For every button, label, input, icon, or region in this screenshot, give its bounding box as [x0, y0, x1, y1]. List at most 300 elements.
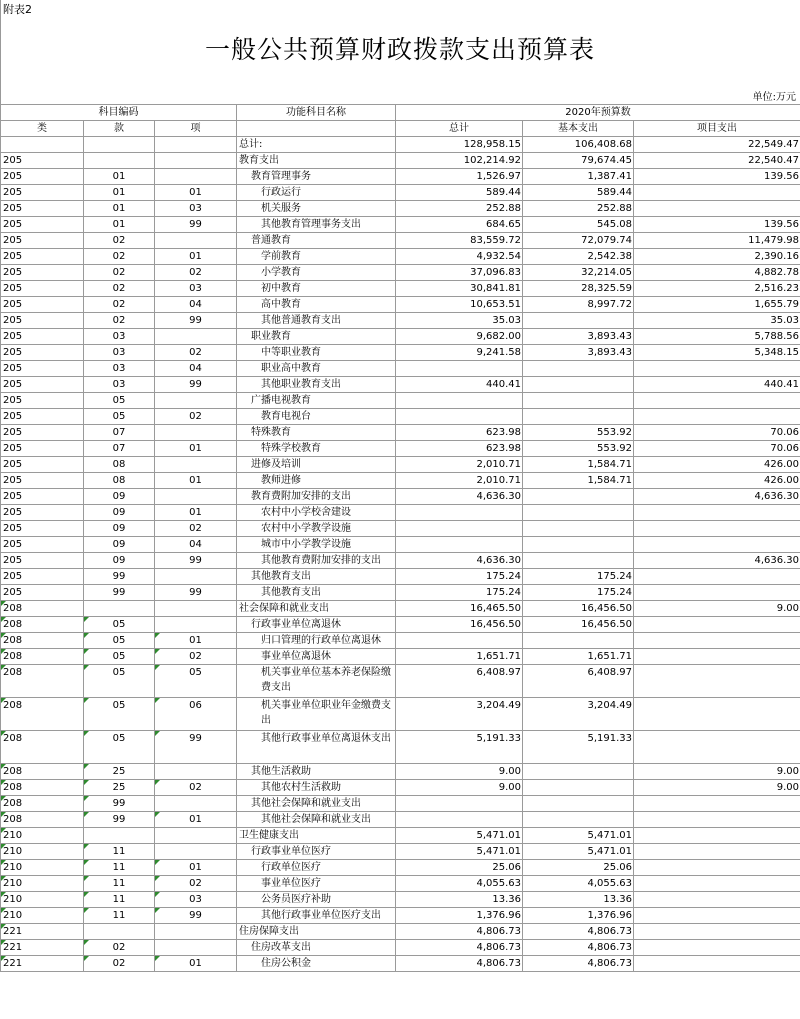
cell-xiang: 05 [155, 665, 237, 698]
cell-lei: 205 [1, 329, 84, 345]
table-row [1, 892, 800, 908]
cell-xiang [155, 393, 237, 409]
cell-basic: 2,542.38 [523, 249, 634, 265]
cell-lei: 210 [1, 860, 84, 876]
table-row [1, 812, 800, 828]
table-row [1, 201, 800, 217]
cell-xiang: 02 [155, 345, 237, 361]
cell-lei: 205 [1, 393, 84, 409]
cell-project: 5,788.56 [634, 329, 800, 345]
cell-function-name: 机关事业单位基本养老保险缴费支出 [237, 665, 396, 698]
cell-basic: 6,408.97 [523, 665, 634, 698]
cell-lei: 205 [1, 505, 84, 521]
cell-kuan: 02 [84, 233, 155, 249]
page-title: 一般公共预算财政拨款支出预算表 [204, 35, 595, 64]
cell-xiang [155, 924, 237, 940]
cell-project [634, 185, 800, 201]
cell-lei: 205 [1, 569, 84, 585]
cell-function-name: 事业单位医疗 [237, 876, 396, 892]
cell-lei: 208 [1, 764, 84, 780]
cell-basic: 4,055.63 [523, 876, 634, 892]
table-row [1, 665, 800, 698]
table-row [1, 425, 800, 441]
cell-lei: 205 [1, 377, 84, 393]
cell-basic [523, 537, 634, 553]
cell-total: 4,806.73 [396, 924, 523, 940]
cell-lei: 210 [1, 892, 84, 908]
cell-kuan: 09 [84, 537, 155, 553]
table-row [1, 329, 800, 345]
cell-xiang: 99 [155, 908, 237, 924]
cell-lei: 208 [1, 731, 84, 764]
cell-lei: 221 [1, 940, 84, 956]
cell-xiang: 01 [155, 185, 237, 201]
cell-basic [523, 409, 634, 425]
header-year-budget: 2020年预算数 [396, 105, 800, 121]
table-row [1, 633, 800, 649]
cell-project [634, 665, 800, 698]
cell-lei: 205 [1, 537, 84, 553]
cell-xiang: 01 [155, 505, 237, 521]
cell-project: 2,516.23 [634, 281, 800, 297]
table-row [1, 796, 800, 812]
cell-basic [523, 764, 634, 780]
cell-project: 9.00 [634, 601, 800, 617]
cell-kuan: 02 [84, 297, 155, 313]
cell-xiang: 02 [155, 876, 237, 892]
table-row [1, 249, 800, 265]
cell-basic: 175.24 [523, 585, 634, 601]
cell-xiang: 99 [155, 585, 237, 601]
cell-xiang: 99 [155, 377, 237, 393]
cell-basic: 3,893.43 [523, 345, 634, 361]
cell-lei: 205 [1, 249, 84, 265]
cell-basic: 589.44 [523, 185, 634, 201]
cell-lei: 205 [1, 585, 84, 601]
cell-function-name: 职业高中教育 [237, 361, 396, 377]
cell-basic: 4,806.73 [523, 924, 634, 940]
table-row [1, 956, 800, 972]
cell-total [396, 812, 523, 828]
cell-basic [523, 796, 634, 812]
cell-basic: 4,806.73 [523, 956, 634, 972]
cell-function-name: 城市中小学教学设施 [237, 537, 396, 553]
cell-function-name: 教育费附加安排的支出 [237, 489, 396, 505]
header-function-name: 功能科目名称 [237, 105, 396, 121]
cell-total: 9.00 [396, 780, 523, 796]
cell-xiang [155, 940, 237, 956]
cell-kuan: 02 [84, 940, 155, 956]
cell-function-name: 初中教育 [237, 281, 396, 297]
cell-kuan: 99 [84, 569, 155, 585]
cell-lei: 205 [1, 281, 84, 297]
cell-project [634, 201, 800, 217]
table-row [1, 409, 800, 425]
cell-kuan: 11 [84, 908, 155, 924]
cell-total: 623.98 [396, 425, 523, 441]
cell-kuan: 02 [84, 265, 155, 281]
cell-basic [523, 812, 634, 828]
cell-lei: 221 [1, 924, 84, 940]
cell-kuan: 07 [84, 425, 155, 441]
cell-kuan: 99 [84, 585, 155, 601]
cell-basic: 545.08 [523, 217, 634, 233]
cell-total: 9,682.00 [396, 329, 523, 345]
table-row [1, 137, 800, 153]
cell-total: 3,204.49 [396, 698, 523, 731]
cell-kuan: 25 [84, 780, 155, 796]
cell-total: 252.88 [396, 201, 523, 217]
cell-kuan: 11 [84, 860, 155, 876]
cell-project [634, 924, 800, 940]
cell-total: 4,932.54 [396, 249, 523, 265]
cell-lei: 210 [1, 844, 84, 860]
cell-kuan: 02 [84, 956, 155, 972]
cell-project: 70.06 [634, 441, 800, 457]
header-project: 项目支出 [634, 121, 800, 137]
table-row [1, 313, 800, 329]
cell-basic [523, 633, 634, 649]
cell-lei: 205 [1, 409, 84, 425]
cell-kuan: 09 [84, 505, 155, 521]
cell-xiang [155, 617, 237, 633]
table-row [1, 844, 800, 860]
cell-lei: 208 [1, 698, 84, 731]
cell-function-name: 中等职业教育 [237, 345, 396, 361]
cell-project [634, 505, 800, 521]
cell-function-name: 事业单位离退休 [237, 649, 396, 665]
cell-total: 9.00 [396, 764, 523, 780]
table-row [1, 473, 800, 489]
cell-kuan [84, 601, 155, 617]
cell-xiang: 03 [155, 201, 237, 217]
table-row [1, 924, 800, 940]
table-row [1, 217, 800, 233]
table-row [1, 940, 800, 956]
cell-function-name: 特殊学校教育 [237, 441, 396, 457]
cell-project [634, 537, 800, 553]
cell-project [634, 649, 800, 665]
cell-basic: 553.92 [523, 425, 634, 441]
cell-project: 426.00 [634, 457, 800, 473]
budget-table [0, 104, 800, 972]
cell-kuan: 05 [84, 633, 155, 649]
cell-function-name: 总计: [237, 137, 396, 153]
table-row [1, 731, 800, 764]
table-row [1, 828, 800, 844]
cell-kuan: 25 [84, 764, 155, 780]
cell-function-name: 行政运行 [237, 185, 396, 201]
cell-total: 623.98 [396, 441, 523, 457]
cell-xiang: 01 [155, 633, 237, 649]
header-blank [237, 121, 396, 137]
cell-total: 175.24 [396, 569, 523, 585]
table-row [1, 908, 800, 924]
cell-kuan: 05 [84, 617, 155, 633]
cell-function-name: 其他教育费附加安排的支出 [237, 553, 396, 569]
cell-lei: 210 [1, 908, 84, 924]
table-row [1, 649, 800, 665]
table-row [1, 457, 800, 473]
cell-basic: 4,806.73 [523, 940, 634, 956]
cell-lei: 205 [1, 457, 84, 473]
cell-lei: 208 [1, 649, 84, 665]
cell-basic: 25.06 [523, 860, 634, 876]
cell-xiang [155, 425, 237, 441]
cell-function-name: 其他教育支出 [237, 585, 396, 601]
cell-kuan: 09 [84, 553, 155, 569]
cell-project [634, 731, 800, 764]
header-xiang: 项 [155, 121, 237, 137]
cell-lei: 210 [1, 828, 84, 844]
cell-function-name: 其他职业教育支出 [237, 377, 396, 393]
cell-project [634, 828, 800, 844]
cell-lei: 205 [1, 313, 84, 329]
cell-kuan: 03 [84, 361, 155, 377]
cell-function-name: 归口管理的行政单位离退休 [237, 633, 396, 649]
cell-function-name: 其他普通教育支出 [237, 313, 396, 329]
cell-xiang: 06 [155, 698, 237, 731]
table-row [1, 265, 800, 281]
cell-basic [523, 780, 634, 796]
cell-kuan: 05 [84, 649, 155, 665]
cell-basic: 553.92 [523, 441, 634, 457]
cell-function-name: 教育电视台 [237, 409, 396, 425]
cell-lei: 205 [1, 361, 84, 377]
table-row [1, 876, 800, 892]
cell-basic: 1,387.41 [523, 169, 634, 185]
table-row [1, 537, 800, 553]
cell-basic: 1,584.71 [523, 473, 634, 489]
cell-xiang: 99 [155, 731, 237, 764]
cell-function-name: 其他生活救助 [237, 764, 396, 780]
cell-total: 35.03 [396, 313, 523, 329]
cell-function-name: 农村中小学校舍建设 [237, 505, 396, 521]
unit-label: 单位:万元 [752, 92, 796, 103]
header-basic: 基本支出 [523, 121, 634, 137]
cell-lei: 205 [1, 473, 84, 489]
cell-kuan: 02 [84, 249, 155, 265]
cell-project: 4,882.78 [634, 265, 800, 281]
header-total: 总计 [396, 121, 523, 137]
cell-kuan: 01 [84, 185, 155, 201]
table-row [1, 377, 800, 393]
cell-basic: 13.36 [523, 892, 634, 908]
cell-xiang [155, 329, 237, 345]
cell-kuan: 09 [84, 489, 155, 505]
cell-function-name: 农村中小学教学设施 [237, 521, 396, 537]
cell-lei: 208 [1, 796, 84, 812]
cell-project: 139.56 [634, 217, 800, 233]
cell-xiang: 01 [155, 812, 237, 828]
cell-kuan: 11 [84, 844, 155, 860]
cell-project: 426.00 [634, 473, 800, 489]
cell-xiang [155, 233, 237, 249]
table-row [1, 297, 800, 313]
cell-function-name: 住房公积金 [237, 956, 396, 972]
cell-function-name: 行政单位医疗 [237, 860, 396, 876]
cell-basic: 1,651.71 [523, 649, 634, 665]
cell-project [634, 844, 800, 860]
cell-kuan: 05 [84, 393, 155, 409]
cell-project: 22,540.47 [634, 153, 800, 169]
cell-xiang: 99 [155, 313, 237, 329]
cell-lei: 205 [1, 169, 84, 185]
cell-lei: 205 [1, 185, 84, 201]
cell-lei: 205 [1, 265, 84, 281]
cell-project [634, 892, 800, 908]
cell-project [634, 393, 800, 409]
table-row [1, 489, 800, 505]
cell-total: 30,841.81 [396, 281, 523, 297]
cell-basic: 3,204.49 [523, 698, 634, 731]
cell-basic [523, 505, 634, 521]
cell-project: 4,636.30 [634, 489, 800, 505]
cell-total: 4,636.30 [396, 489, 523, 505]
cell-function-name: 行政事业单位离退休 [237, 617, 396, 633]
cell-function-name: 教育支出 [237, 153, 396, 169]
cell-project [634, 956, 800, 972]
cell-xiang: 01 [155, 956, 237, 972]
table-row [1, 185, 800, 201]
cell-kuan: 09 [84, 521, 155, 537]
cell-lei: 208 [1, 617, 84, 633]
cell-function-name: 社会保障和就业支出 [237, 601, 396, 617]
cell-function-name: 教育管理事务 [237, 169, 396, 185]
cell-kuan: 11 [84, 876, 155, 892]
cell-function-name: 普通教育 [237, 233, 396, 249]
cell-lei: 205 [1, 553, 84, 569]
cell-kuan: 03 [84, 329, 155, 345]
cell-lei: 205 [1, 153, 84, 169]
cell-basic: 252.88 [523, 201, 634, 217]
table-row [1, 521, 800, 537]
cell-total [396, 393, 523, 409]
cell-kuan [84, 828, 155, 844]
cell-total: 37,096.83 [396, 265, 523, 281]
cell-total: 5,471.01 [396, 828, 523, 844]
cell-total: 128,958.15 [396, 137, 523, 153]
cell-total: 9,241.58 [396, 345, 523, 361]
cell-lei: 205 [1, 521, 84, 537]
table-row [1, 585, 800, 601]
cell-project [634, 876, 800, 892]
cell-xiang: 01 [155, 249, 237, 265]
cell-lei: 205 [1, 201, 84, 217]
cell-project [634, 860, 800, 876]
table-row [1, 393, 800, 409]
cell-basic: 32,214.05 [523, 265, 634, 281]
cell-total: 684.65 [396, 217, 523, 233]
cell-kuan: 05 [84, 665, 155, 698]
cell-kuan: 08 [84, 473, 155, 489]
table-row [1, 169, 800, 185]
cell-lei: 205 [1, 489, 84, 505]
table-row [1, 505, 800, 521]
cell-lei: 208 [1, 601, 84, 617]
cell-xiang: 02 [155, 649, 237, 665]
cell-project: 440.41 [634, 377, 800, 393]
cell-lei: 208 [1, 665, 84, 698]
cell-basic [523, 313, 634, 329]
cell-total [396, 796, 523, 812]
cell-lei: 210 [1, 876, 84, 892]
cell-xiang: 04 [155, 297, 237, 313]
cell-function-name: 特殊教育 [237, 425, 396, 441]
cell-total: 16,456.50 [396, 617, 523, 633]
cell-total [396, 361, 523, 377]
table-row [1, 345, 800, 361]
cell-function-name: 教师进修 [237, 473, 396, 489]
cell-xiang: 02 [155, 521, 237, 537]
cell-total: 4,055.63 [396, 876, 523, 892]
cell-basic: 5,471.01 [523, 844, 634, 860]
cell-project: 22,549.47 [634, 137, 800, 153]
cell-kuan: 01 [84, 217, 155, 233]
table-row [1, 617, 800, 633]
header-kuan: 款 [84, 121, 155, 137]
cell-lei: 205 [1, 441, 84, 457]
cell-basic [523, 521, 634, 537]
header-subject-code: 科目编码 [1, 105, 237, 121]
cell-basic: 79,674.45 [523, 153, 634, 169]
cell-basic [523, 377, 634, 393]
cell-total: 440.41 [396, 377, 523, 393]
cell-function-name: 进修及培训 [237, 457, 396, 473]
cell-project: 139.56 [634, 169, 800, 185]
cell-total: 102,214.92 [396, 153, 523, 169]
table-row [1, 860, 800, 876]
cell-kuan: 01 [84, 201, 155, 217]
cell-xiang: 03 [155, 892, 237, 908]
cell-basic: 175.24 [523, 569, 634, 585]
cell-kuan: 03 [84, 377, 155, 393]
cell-function-name: 广播电视教育 [237, 393, 396, 409]
cell-function-name: 公务员医疗补助 [237, 892, 396, 908]
cell-xiang: 04 [155, 361, 237, 377]
cell-project: 9.00 [634, 780, 800, 796]
cell-lei: 208 [1, 812, 84, 828]
cell-kuan: 03 [84, 345, 155, 361]
cell-function-name: 机关服务 [237, 201, 396, 217]
cell-basic: 16,456.50 [523, 601, 634, 617]
cell-function-name: 职业教育 [237, 329, 396, 345]
cell-project: 2,390.16 [634, 249, 800, 265]
cell-xiang: 99 [155, 217, 237, 233]
cell-xiang: 99 [155, 553, 237, 569]
cell-basic: 5,191.33 [523, 731, 634, 764]
cell-kuan: 08 [84, 457, 155, 473]
cell-function-name: 学前教育 [237, 249, 396, 265]
cell-function-name: 其他行政事业单位离退休支出 [237, 731, 396, 764]
cell-total: 2,010.71 [396, 473, 523, 489]
cell-total: 10,653.51 [396, 297, 523, 313]
cell-project [634, 633, 800, 649]
cell-function-name: 机关事业单位职业年金缴费支出 [237, 698, 396, 731]
cell-project: 1,655.79 [634, 297, 800, 313]
cell-function-name: 小学教育 [237, 265, 396, 281]
cell-total: 1,651.71 [396, 649, 523, 665]
cell-basic: 72,079.74 [523, 233, 634, 249]
cell-total: 25.06 [396, 860, 523, 876]
cell-lei: 205 [1, 233, 84, 249]
cell-project [634, 361, 800, 377]
cell-lei: 221 [1, 956, 84, 972]
table-row [1, 764, 800, 780]
cell-lei: 205 [1, 217, 84, 233]
cell-project: 70.06 [634, 425, 800, 441]
cell-kuan: 01 [84, 169, 155, 185]
